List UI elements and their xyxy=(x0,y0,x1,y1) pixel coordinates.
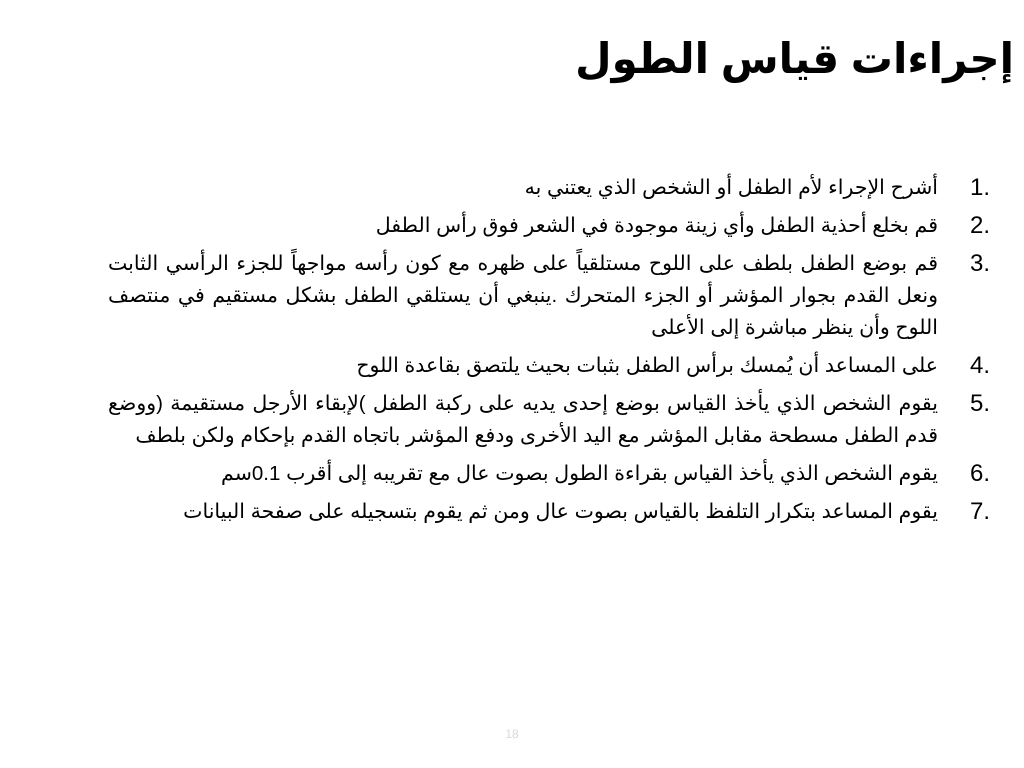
step-number: 1. xyxy=(969,174,990,201)
step-item xyxy=(108,496,990,528)
step-number: 6. xyxy=(969,460,990,487)
step-item xyxy=(108,210,990,242)
step-number: 3. xyxy=(969,250,990,277)
step-item xyxy=(108,172,990,204)
step-item xyxy=(108,350,990,382)
step-text: على المساعد أن يُمسك برأس الطفل بثبات بحيث يلتصق بقاعدة اللوح xyxy=(356,354,938,377)
step-item xyxy=(108,248,990,344)
slide-number: 18 xyxy=(505,727,519,741)
step-text: يقوم المساعد بتكرار التلفظ بالقياس بصوت عال ومن ثم يقوم بتسجيله على صفحة البيانات xyxy=(183,500,938,523)
step-item xyxy=(108,388,990,452)
step-text: يقوم الشخص الذي يأخذ القياس بقراءة الطول بصوت عال مع تقريبه إلى أقرب 0.1سم xyxy=(221,462,938,485)
step-text: أشرح الإجراء لأم الطفل أو الشخص الذي يعتني به xyxy=(524,176,938,199)
step-text: قم بخلع أحذية الطفل وأي زينة موجودة في الشعر فوق رأس الطفل xyxy=(375,214,938,237)
step-text: يقوم الشخص الذي يأخذ القياس بوضع إحدى يديه على ركبة الطفل )لإبقاء الأرجل مستقيمة (ووضع قدم الطفل مسطحة مقابل المؤشر مع اليد الأخرى ودفع المؤشر باتجاه القدم بإحكام ولكن بلطف xyxy=(108,392,938,447)
step-number: 2. xyxy=(969,212,990,239)
step-number: 7. xyxy=(969,498,990,525)
step-number: 5. xyxy=(969,390,990,417)
steps-list xyxy=(108,172,990,534)
step-number: 4. xyxy=(969,352,990,379)
slide-title: إجراءات قياس الطول xyxy=(575,35,1014,82)
step-item xyxy=(108,458,990,490)
step-text: قم بوضع الطفل بلطف على اللوح مستلقياً على ظهره مع كون رأسه مواجهاً للجزء الرأسي الثابت ونعل القدم بجوار المؤشر أو الجزء المتحرك .ينبغي أن يستلقي الطفل بشكل مستقيم في منتصف اللوح وأن ينظر مباشرة إلى الأعلى xyxy=(108,252,938,339)
